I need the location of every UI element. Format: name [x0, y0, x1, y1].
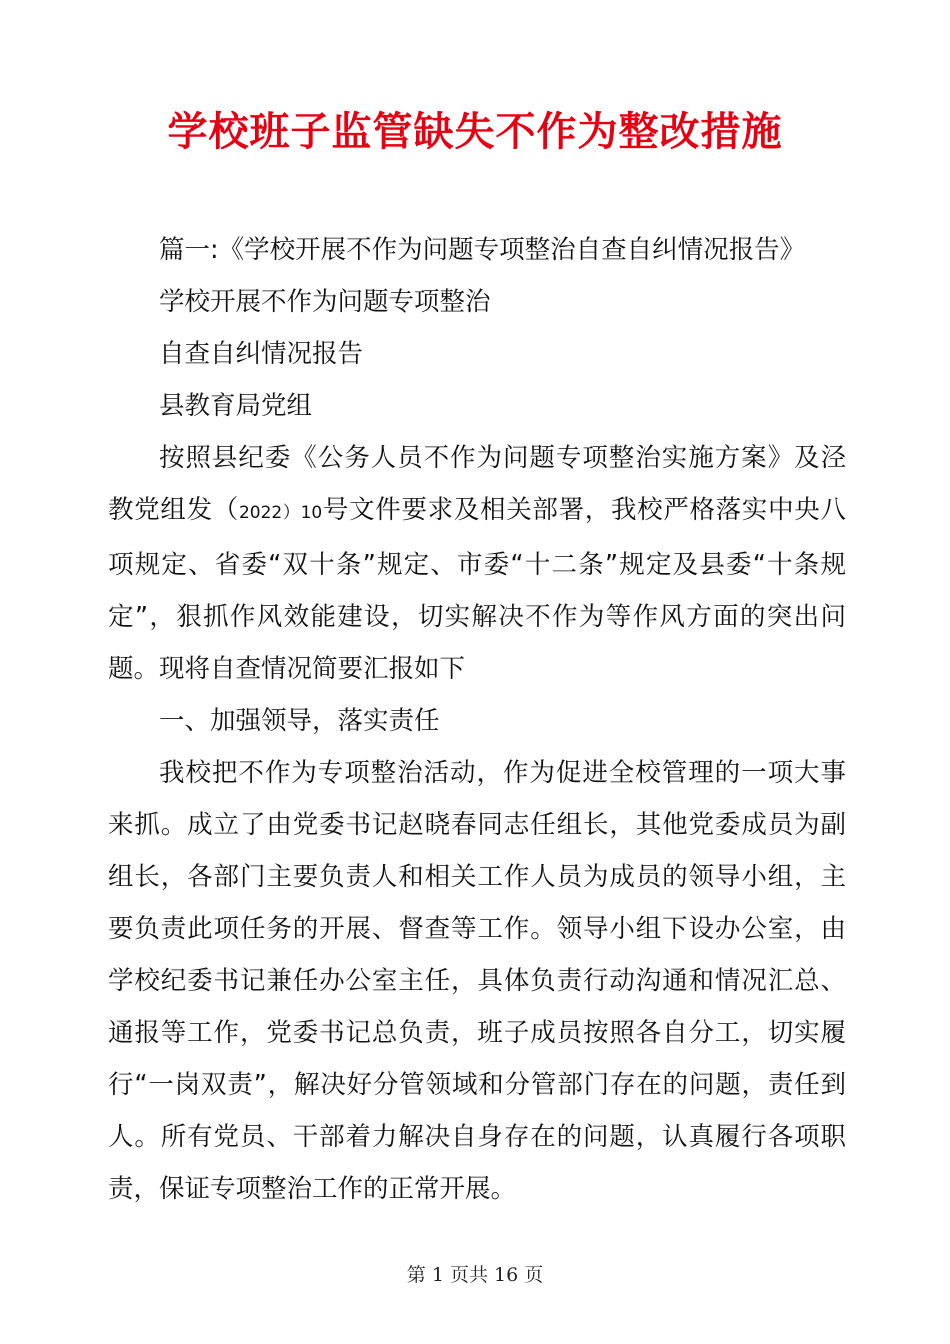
paragraph-section-1-body: 我校把不作为专项整治活动，作为促进全校管理的一项大事来抓。成立了由党委书记赵晓春同志任组长，其他党委成员为副组长，各部门主要负责人和相关工作人员为成员的领导小组，主要负责此项任务的开展、督查等工作。领导小组下设办公室，由学校纪委书记兼任办公室主任，具体负责行动沟通和情况汇总、通报等工作，党委书记总负责，班子成员按照各自分工，切实履行“一岗双责”，解决好分管领域和分管部门存在的问题，责任到人。所有党员、干部着力解决自身存在的问题，认真履行各项职责，保证专项整治工作的正常开展。 [108, 758, 846, 1204]
paragraph-introduction [108, 432, 846, 695]
page-footer: 第 1 页共 16 页 [406, 1264, 544, 1286]
intro-text-start: 按照县纪委《公务人员不作为问题专项整治实施方案》及泾教党组发（ [108, 443, 846, 525]
intro-text-end: 号文件要求及相关部署，我校严格落实中央八项规定、省委“双十条”规定、市委“十二条”规定及县委“十条规定”，狠抓作风效能建设，切实解决不作为等作风方面的突出问题。现将自查情况简要汇报如下 [108, 495, 846, 684]
document-number: 2022）10 [238, 503, 323, 523]
document-title: 学校班子监管缺失不作为整改措施 [167, 109, 783, 155]
paragraph-article-heading: 篇一:《学校开展不作为问题专项整治自查自纠情况报告》 [159, 235, 806, 265]
document-body [108, 224, 846, 1215]
paragraph-issuer: 县教育局党组 [159, 391, 313, 421]
section-heading-1: 一、加强领导，落实责任 [159, 706, 440, 736]
paragraph-report-title-line2: 自查自纠情况报告 [159, 339, 364, 369]
paragraph-report-title-line1: 学校开展不作为问题专项整治 [159, 287, 491, 317]
